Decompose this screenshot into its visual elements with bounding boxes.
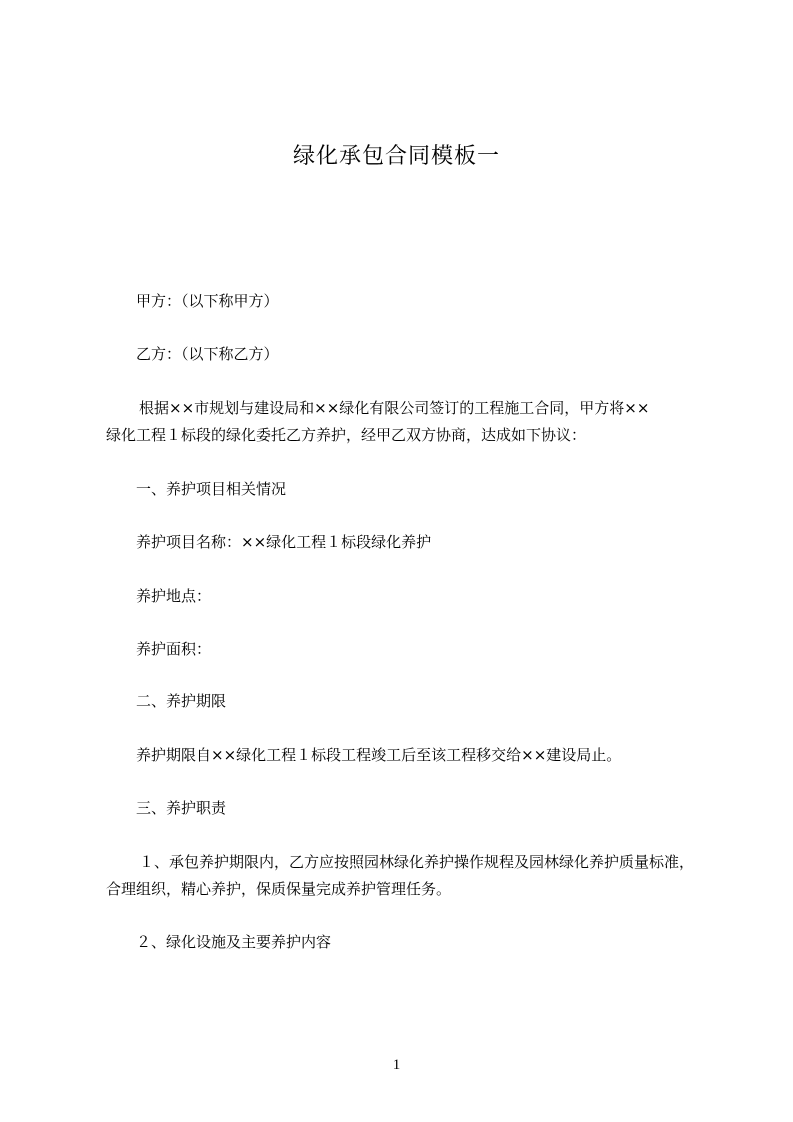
intro-paragraph-line-1: 根据××市规划与建设局和××绿化有限公司签订的工程施工合同，甲方将×× [139,399,650,417]
intro-paragraph-line-2: 绿化工程１标段的绿化委托乙方养护，经甲乙双方协商，达成如下协议： [106,426,587,444]
duty-1-line-1: １、承包养护期限内，乙方应按照园林绿化养护操作规程及园林绿化养护质量标准， [139,853,695,871]
section-2-heading: 二、养护期限 [136,692,227,710]
duty-2-line: ２、绿化设施及主要养护内容 [136,933,332,951]
section-3-heading: 三、养护职责 [136,799,227,817]
section-1-heading: 一、养护项目相关情况 [136,480,287,498]
area-line: 养护面积： [136,640,212,658]
location-line: 养护地点： [136,587,212,605]
project-name-line: 养护项目名称：××绿化工程１标段绿化养护 [136,533,432,551]
duty-1-line-2: 合理组织，精心养护，保质保量完成养护管理任务。 [106,880,452,898]
page-number: 1 [392,1057,401,1073]
period-line: 养护期限自××绿化工程１标段工程竣工后至该工程移交给××建设局止。 [136,746,622,764]
party-b-line: 乙方：（以下称乙方） [136,345,279,363]
party-a-line: 甲方：（以下称甲方） [136,292,279,310]
document-title: 绿化承包合同模板一 [292,144,500,169]
